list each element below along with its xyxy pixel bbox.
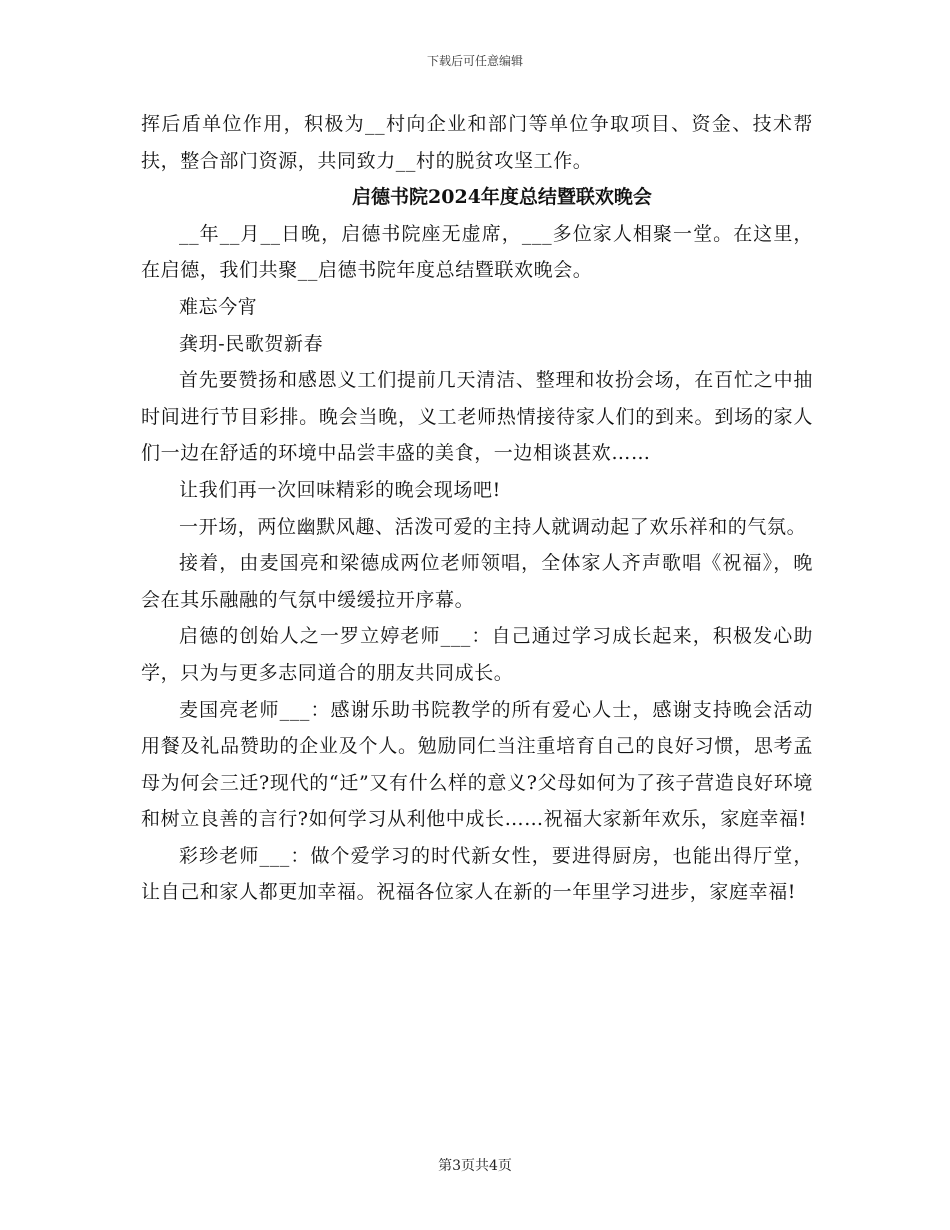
page-header-note: 下载后可任意编辑 (426, 54, 523, 68)
paragraph-founder: 启德的创始人之一罗立婷老师___：自己通过学习成长起来，积极发心助学，只为与更多志同道合的朋友共同成长。 (141, 625, 813, 684)
paragraph-mai-guoliang: 麦国亮老师___：感谢乐助书院教学的所有爱心人士，感谢支持晚会活动用餐及礼品赞助的企业及个人。勉励同仁当注重培育自己的良好习惯，思考孟母为何会三迁?现代的“迁”又有什么样的意义?父母如何为了孩子营造良好环境和树立良善的言行?如何学习从利他中成长……祝福大家新年欢乐，家庭幸福! (141, 698, 813, 831)
paragraph-volunteers: 首先要赞扬和感恩义工们提前几天清洁、整理和妆扮会场，在百忙之中抽时间进行节目彩排。晚会当晚，义工老师热情接待家人们的到来。到场的家人们一边在舒适的环境中品尝丰盛的美食，一边相谈甚欢…… (141, 369, 813, 465)
paragraph-caizhen: 彩珍老师___：做个爱学习的时代新女性，要进得厨房，也能出得厅堂，让自己和家人都更加幸福。祝福各位家人在新的一年里学习进步，家庭幸福! (141, 844, 813, 904)
page-number: 第3页共4页 (438, 1158, 512, 1174)
paragraph-subtitle-2: 龚玥-民歌贺新春 (179, 332, 324, 355)
paragraph-song: 接着，由麦国亮和梁德成两位老师领唱，全体家人齐声歌唱《祝福》，晚会在其乐融融的气氛中缓缓拉开序幕。 (141, 552, 813, 611)
article-title: 启德书院2024年度总结暨联欢晚会 (352, 186, 652, 209)
paragraph-opening: __年__月__日晚，启德书院座无虚席，___多位家人相聚一堂。在这里，在启德，我们共聚__启德书院年度总结暨联欢晚会。 (141, 222, 813, 282)
paragraph-recall: 让我们再一次回味精彩的晚会现场吧! (179, 478, 501, 501)
paragraph-hosts: 一开场，两位幽默风趣、活泼可爱的主持人就调动起了欢乐祥和的气氛。 (179, 515, 807, 538)
paragraph-subtitle-1: 难忘今宵 (179, 295, 258, 318)
document-body (141, 106, 813, 911)
intro-paragraph: 挥后盾单位作用，积极为__村向企业和部门等单位争取项目、资金、技术帮扶，整合部门资源，共同致力__村的脱贫攻坚工作。 (141, 113, 813, 172)
